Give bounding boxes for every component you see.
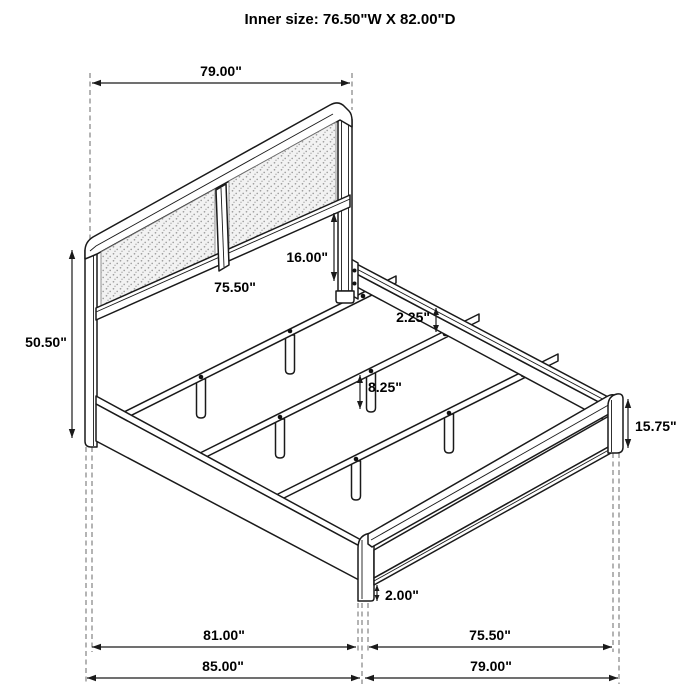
slat-leg <box>445 414 454 453</box>
dim-label-headboard-clearance: 16.00" <box>286 249 328 265</box>
dim-label-footboard-height: 15.75" <box>635 418 677 434</box>
dimension-inner-length <box>92 627 356 650</box>
side-rail-left-face <box>96 404 365 580</box>
dim-label-slat-width: 75.50" <box>214 279 256 295</box>
dimension-outer-width <box>365 658 618 681</box>
footboard-right-post <box>608 394 623 453</box>
screw-dot <box>199 375 204 380</box>
slat-leg <box>276 419 285 458</box>
slat-2 <box>194 314 479 463</box>
dimension-headboard-height <box>25 250 75 438</box>
slat-leg <box>197 379 206 418</box>
dimension-inner-width <box>369 627 612 650</box>
diagram-title: Inner size: 76.50"W X 82.00"D <box>244 11 456 28</box>
slat-leg <box>286 335 295 374</box>
dim-label-outer-length: 85.00" <box>202 658 244 674</box>
dim-label-rail-to-slat-gap: 2.25" <box>396 309 430 325</box>
dimension-footboard-clearance <box>375 585 419 603</box>
dimension-footboard-height <box>625 399 677 448</box>
side-rail-right-inner-face <box>351 271 612 424</box>
dim-label-headboard-height: 50.50" <box>25 334 67 350</box>
dimension-headboard-width <box>92 63 350 86</box>
headboard-right-post-foot <box>336 291 354 303</box>
headboard-left-post <box>85 250 97 447</box>
bolt-dot <box>353 282 357 286</box>
screw-dot <box>361 294 366 299</box>
screw-dot <box>369 369 374 374</box>
dimension-slat-leg-height <box>357 375 402 409</box>
screw-dot <box>288 329 293 334</box>
dim-label-inner-length: 81.00" <box>203 627 245 643</box>
screw-dot <box>354 457 359 462</box>
dimension-slat-width <box>214 279 256 295</box>
footboard <box>358 394 623 601</box>
dim-label-footboard-clearance: 2.00" <box>385 587 419 603</box>
dim-label-slat-leg-height: 8.25" <box>368 379 402 395</box>
side-rail-left <box>96 396 365 580</box>
footboard-top-rail <box>368 395 621 547</box>
footboard-panel <box>374 412 619 578</box>
slat-leg <box>352 461 361 500</box>
dim-label-outer-width: 79.00" <box>470 658 512 674</box>
headboard <box>85 103 354 447</box>
bolt-dot <box>353 269 357 273</box>
dim-label-inner-width: 75.50" <box>469 627 511 643</box>
dimension-outer-length <box>87 658 360 681</box>
screw-dot <box>278 415 283 420</box>
screw-dot <box>447 411 452 416</box>
dim-label-headboard-width: 79.00" <box>200 63 242 79</box>
